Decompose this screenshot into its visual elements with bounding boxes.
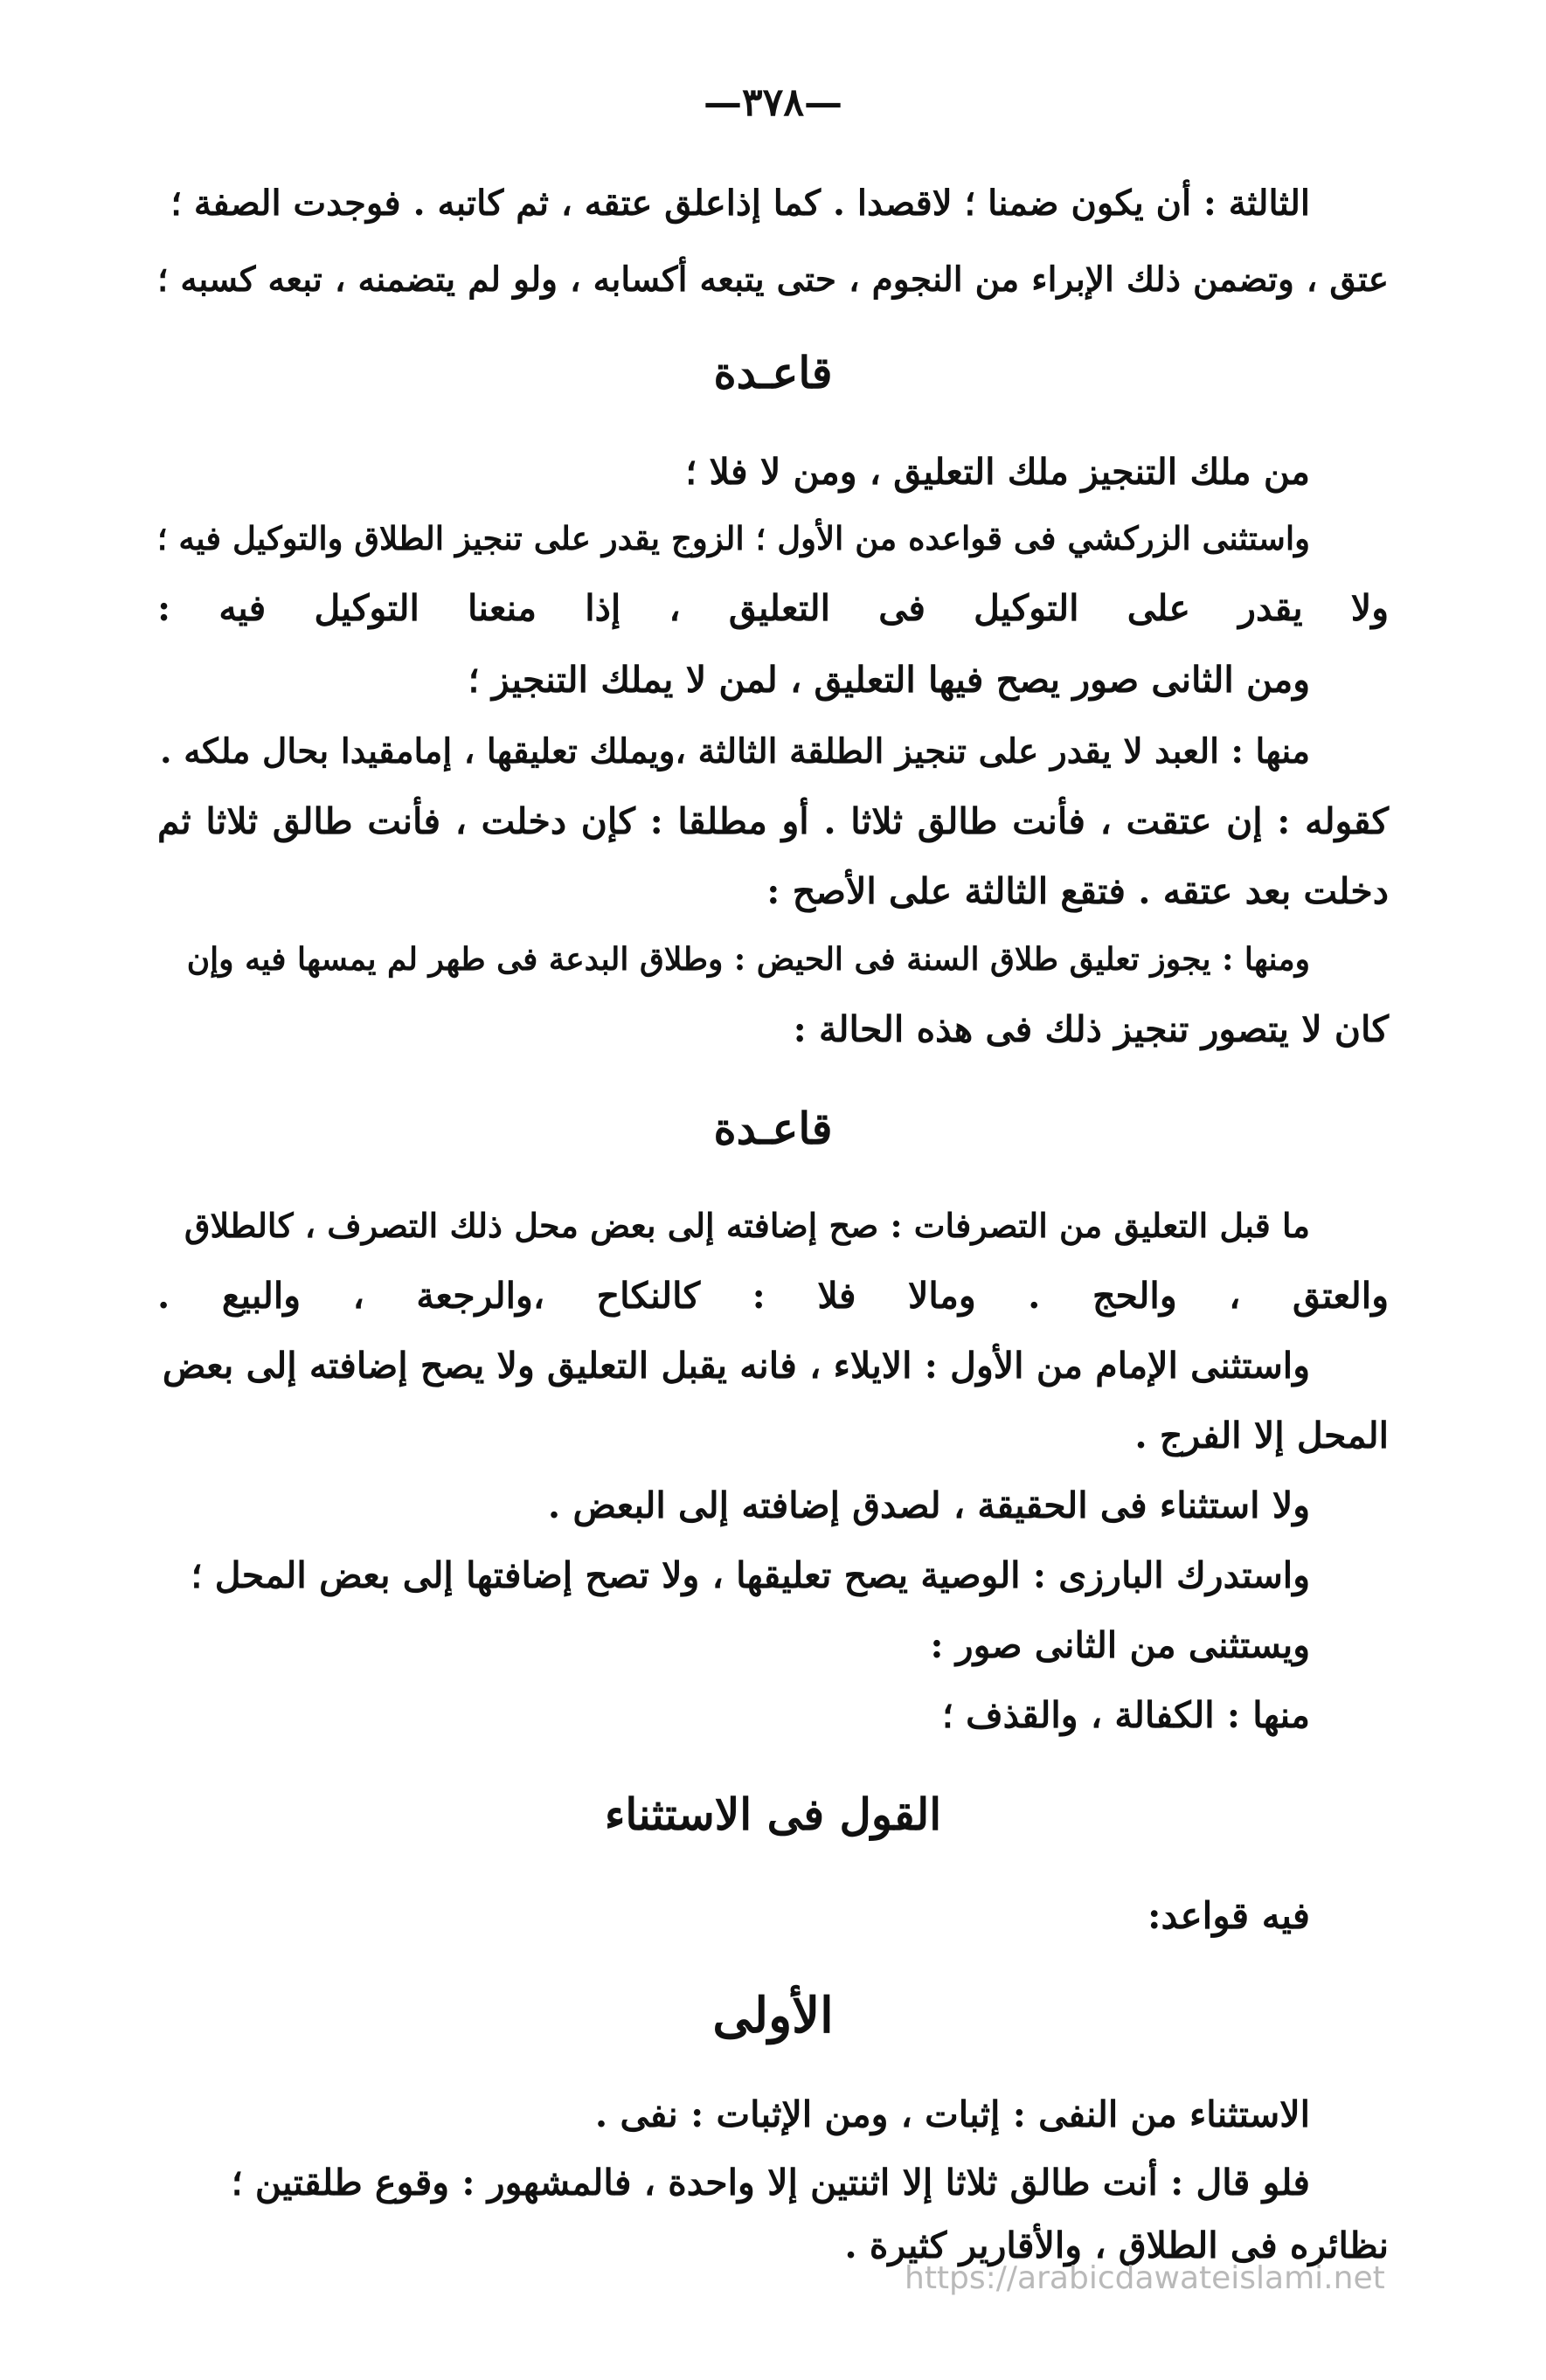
text-line: منها : الكفالة ، والقذف ؛: [941, 1694, 1310, 1736]
text-line: ومن الثانى صور يصح فيها التعليق ، لمن لا يملك التنجيز ؛: [468, 659, 1310, 701]
text-line: واستثنى الإمام من الأول : الايلاء ، فانه يقبل التعليق ولا يصح إضافته إلى بعض: [162, 1345, 1310, 1387]
text-line: ما قبل التعليق من التصرفات : صح إضافته إلى بعض محل ذلك التصرف ، كالطلاق: [184, 1206, 1310, 1245]
text-line: كان لا يتصور تنجيز ذلك فى هذه الحالة :: [793, 1008, 1389, 1050]
text-line: الثالثة : أن يكون ضمنا ؛ لاقصدا . كما إذاعلق عتقه ، ثم كاتبه . فوجدت الصفة ؛: [170, 183, 1310, 224]
text-line: فلو قال : أنت طالق ثلاثا إلا اثنتين إلا واحدة ، فالمشهور : وقوع طلقتين ؛: [231, 2162, 1310, 2204]
text-line: المحل إلا الفرج .: [1134, 1415, 1389, 1456]
page-number: —٣٧٨—: [704, 80, 842, 125]
text-line: ولا استثناء فى الحقيقة ، لصدق إضافته إلى البعض .: [547, 1484, 1310, 1526]
sub-section-heading: الأولى: [712, 1987, 834, 2044]
rule-heading: قاعـدة: [713, 1103, 833, 1154]
text-line: ولا يقدر على التوكيل فى التعليق ، إذا منعنا التوكيل فيه :: [157, 587, 1389, 629]
text-line: واستدرك البارزى : الوصية يصح تعليقها ، ولا تصح إضافتها إلى بعض المحل ؛: [191, 1554, 1310, 1596]
section-heading: القول فى الاستثناء: [604, 1788, 942, 1840]
intro-line: فيه قواعد:: [1147, 1894, 1310, 1937]
text-line: الاستثناء من النفى : إثبات ، ومن الإثبات : نفى .: [594, 2093, 1310, 2135]
text-line: والعتق ، والحج . ومالا فلا : كالنكاح ،والرجعة ، والبيع .: [157, 1275, 1389, 1317]
text-line: عتق ، وتضمن ذلك الإبراء من النجوم ، حتى يتبعه أكسابه ، ولو لم يتضمنه ، تبعه كسبه ؛: [157, 259, 1389, 300]
text-line: ويستثنى من الثانى صور :: [930, 1624, 1310, 1666]
text-line: ومنها : يجوز تعليق طلاق السنة فى الحيض : وطلاق البدعة فى طهر لم يمسها فيه وإن: [186, 941, 1310, 978]
text-line: من ملك التنجيز ملك التعليق ، ومن لا فلا ؛: [685, 451, 1310, 493]
text-line: منها : العبد لا يقدر على تنجيز الطلقة الثالثة ،ويملك تعليقها ، إمامقيدا بحال ملكه .: [160, 731, 1310, 771]
rule-heading: قاعـدة: [713, 347, 833, 398]
text-line: نظائره فى الطلاق ، والأقارير كثيرة .: [844, 2224, 1389, 2266]
text-line: واستثنى الزركشي فى قواعده من الأول ؛ الزوج يقدر على تنجيز الطلاق والتوكيل فيه ؛: [156, 519, 1310, 557]
text-line: كقوله : إن عتقت ، فأنت طالق ثلاثا . أو مطلقا : كإن دخلت ، فأنت طالق ثلاثا ثم: [157, 800, 1389, 842]
text-line: دخلت بعد عتقه . فتقع الثالثة على الأصح :: [766, 870, 1389, 912]
watermark-url: https://arabicdawateislami.net: [905, 2260, 1385, 2296]
